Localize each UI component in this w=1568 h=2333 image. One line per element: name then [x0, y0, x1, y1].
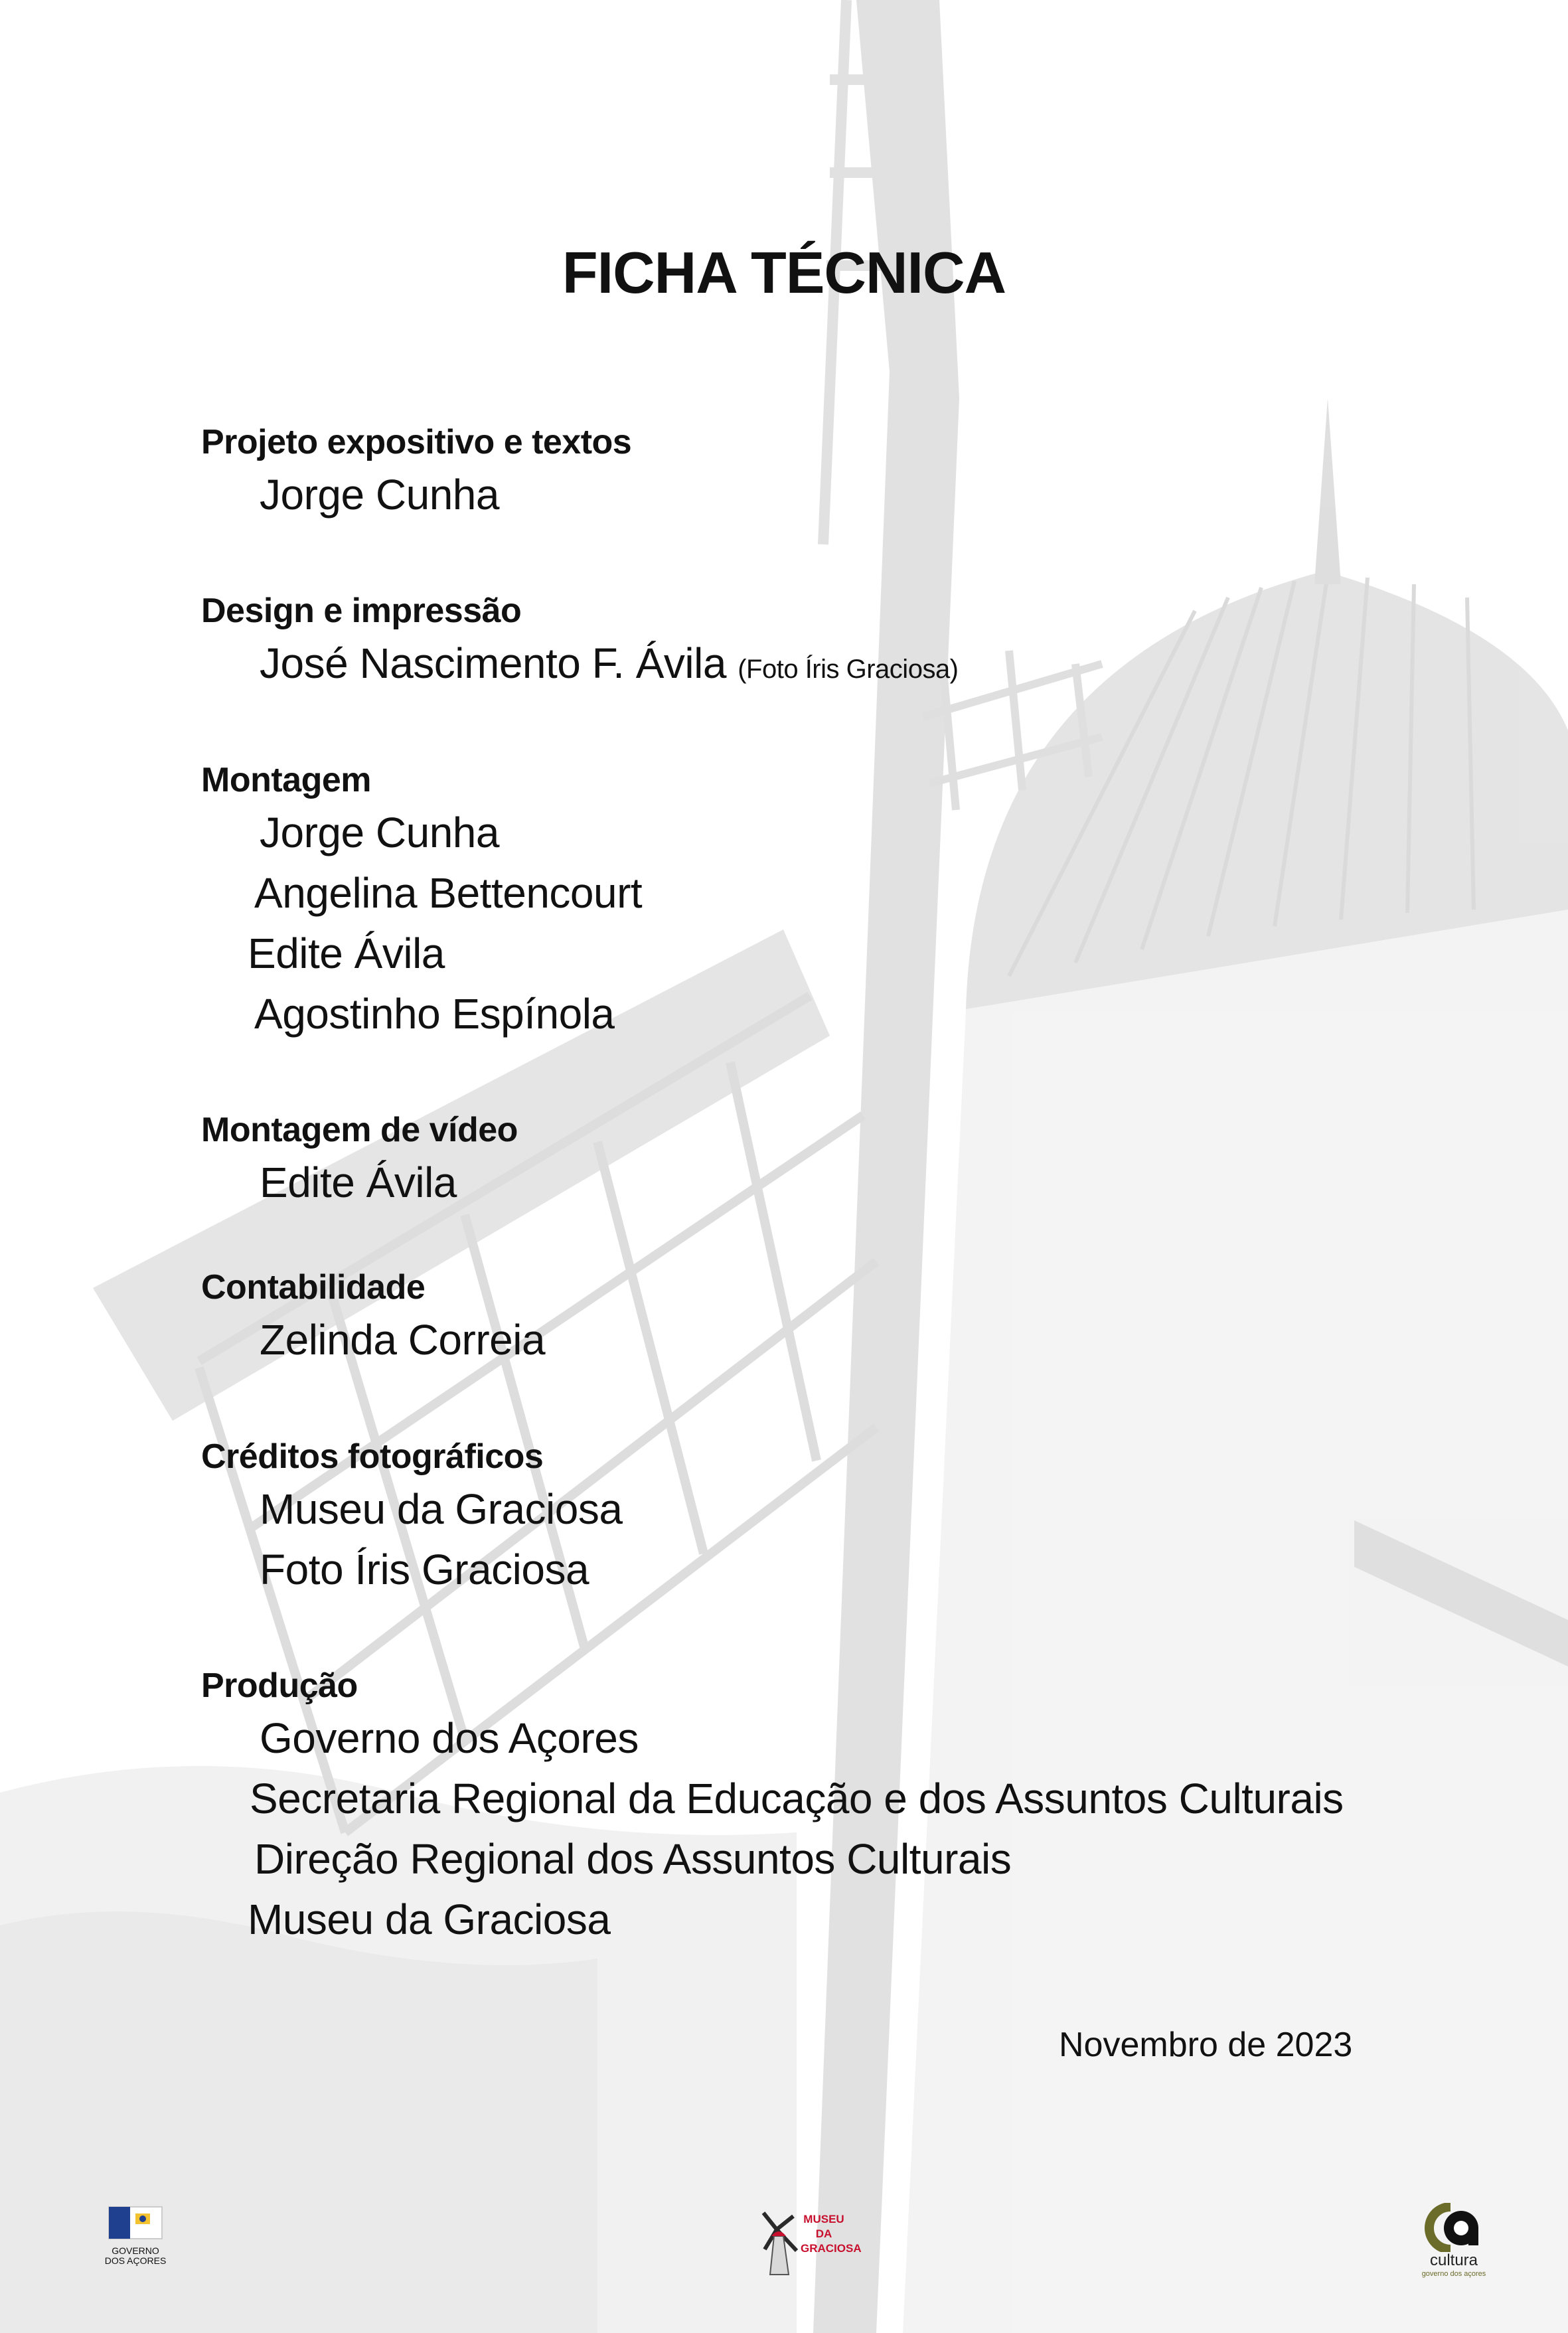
- credit-section-creditos-fotograficos: [201, 1434, 622, 1600]
- governo-acores-flag-icon: [98, 2203, 173, 2243]
- credit-name: Zelinda Correia: [260, 1316, 546, 1364]
- credit-name: Edite Ávila: [260, 1159, 457, 1206]
- museu-graciosa-logo: [757, 2203, 862, 2277]
- credit-name: Foto Íris Graciosa: [260, 1546, 589, 1593]
- credit-section-design: [201, 588, 959, 700]
- section-heading: Montagem de vídeo: [201, 1111, 518, 1149]
- credit-section-montagem-video: [201, 1107, 518, 1213]
- governo-logo-line2: DOS AÇORES: [104, 2255, 167, 2266]
- credit-name: Museu da Graciosa: [248, 1895, 611, 1943]
- credit-section-producao: [201, 1663, 1344, 1950]
- governo-acores-logo: [98, 2203, 173, 2277]
- governo-logo-line1: GOVERNO: [112, 2245, 159, 2256]
- credit-section-projeto: [201, 420, 631, 525]
- credit-name: Secretaria Regional da Educação e dos Assuntos Culturais: [250, 1775, 1344, 1822]
- section-heading: Contabilidade: [201, 1268, 426, 1307]
- windmill-icon: [757, 2203, 803, 2277]
- museu-logo-text: MUSEU DA GRACIOSA: [801, 2213, 862, 2255]
- date-label: Novembro de 2023: [1059, 2026, 1353, 2064]
- credit-name: Agostinho Espínola: [254, 990, 615, 1038]
- credit-name: Museu da Graciosa: [260, 1485, 623, 1533]
- credit-name: José Nascimento F. Ávila: [260, 639, 726, 687]
- credit-note: (Foto Íris Graciosa): [738, 655, 959, 684]
- credit-name: Angelina Bettencourt: [254, 869, 643, 917]
- cultura-acores-logo: [1414, 2203, 1494, 2277]
- section-heading: Montagem: [201, 761, 371, 799]
- section-heading: Design e impressão: [201, 592, 522, 630]
- credit-section-montagem: [201, 758, 642, 1044]
- credit-name: Jorge Cunha: [260, 471, 499, 519]
- cultura-mark-icon: [1424, 2203, 1484, 2252]
- page-title: FICHA TÉCNICA: [562, 240, 1006, 305]
- credit-name: Direção Regional dos Assuntos Culturais: [254, 1835, 1012, 1883]
- cultura-logo-line1: cultura: [1429, 2251, 1478, 2269]
- section-heading: Projeto expositivo e textos: [201, 423, 632, 461]
- credit-name: Jorge Cunha: [260, 809, 499, 856]
- credit-section-contabilidade: [201, 1265, 545, 1370]
- credit-name: Governo dos Açores: [260, 1714, 639, 1762]
- section-heading: Produção: [201, 1666, 358, 1705]
- cultura-logo-line2: governo dos açores: [1421, 2270, 1486, 2278]
- credit-name-with-note: [201, 633, 959, 700]
- credit-name: Edite Ávila: [248, 929, 445, 977]
- section-heading: Créditos fotográficos: [201, 1437, 544, 1476]
